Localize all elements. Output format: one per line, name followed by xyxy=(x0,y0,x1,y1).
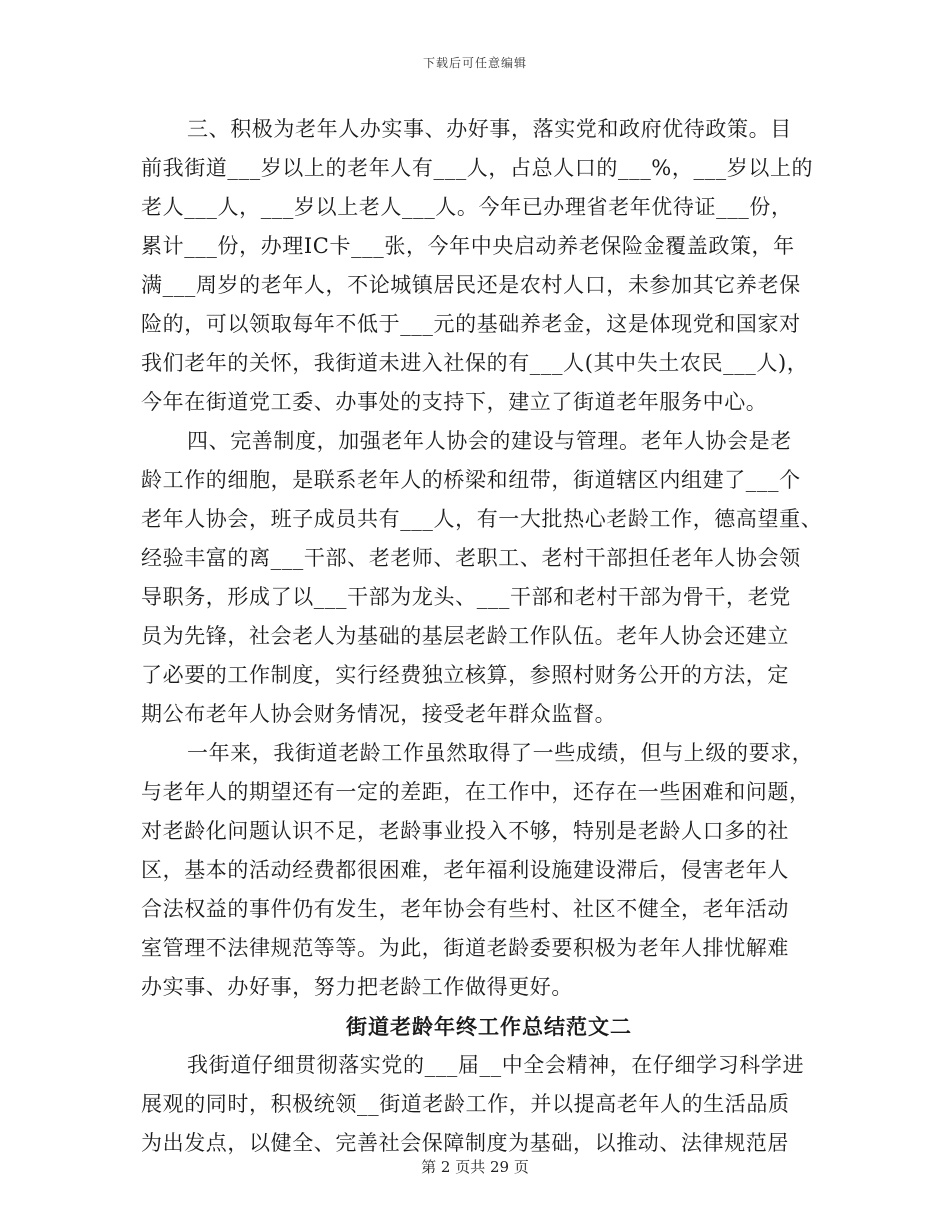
paragraph-line: 前我街道___岁以上的老年人有___人，占总人口的___%，___岁以上的 xyxy=(141,156,814,180)
paragraph-line: 员为先锋，社会老人为基础的基层老龄工作队伍。老年人协会还建立 xyxy=(141,624,789,648)
paragraph-line: 区，基本的活动经费都很困难，老年福利设施建设滞后，侵害老年人 xyxy=(141,858,789,882)
paragraph-line: 累计___份，办理IC卡___张，今年中央启动养老保险金覆盖政策，年 xyxy=(141,234,795,258)
section-title: 街道老龄年终工作总结范文二 xyxy=(346,1014,632,1039)
paragraph-line: 了必要的工作制度，实行经费独立核算，参照村财务公开的方法，定 xyxy=(141,663,789,687)
paragraph-line: 合法权益的事件仍有发生，老年协会有些村、社区不健全，老年活动 xyxy=(141,897,789,921)
document-body xyxy=(141,110,821,1163)
paragraph-line: 期公布老年人协会财务情况，接受老年群众监督。 xyxy=(141,702,617,726)
paragraph-line: 我街道仔细贯彻落实党的___届__中全会精神，在仔细学习科学进 xyxy=(187,1053,805,1077)
paragraph-line: 龄工作的细胞，是联系老年人的桥梁和纽带，街道辖区内组建了___个 xyxy=(141,468,801,492)
paragraph-line: 一年来，我街道老龄工作虽然取得了一些成绩，但与上级的要求， xyxy=(187,741,814,765)
paragraph-line: 满___周岁的老年人，不论城镇居民还是农村人口，未参加其它养老保 xyxy=(141,273,801,297)
paragraph-line: 四、完善制度，加强老年人协会的建设与管理。老年人协会是老 xyxy=(187,429,792,453)
paragraph-line: 办实事、办好事，努力把老龄工作做得更好。 xyxy=(141,975,573,999)
paragraph-line: 老人___人，___岁以上老人___人。今年已办理省老年优待证___份， xyxy=(141,195,793,219)
paragraph-line: 今年在街道党工委、办事处的支持下，建立了街道老年服务中心。 xyxy=(141,390,768,414)
paragraph-line: 老年人协会，班子成员共有___人，有一大批热心老龄工作，德高望重、 xyxy=(141,507,823,531)
paragraph-line: 险的，可以领取每年不低于___元的基础养老金，这是体现党和国家对 xyxy=(141,312,801,336)
paragraph-line: 对老龄化问题认识不足，老龄事业投入不够，特别是老龄人口多的社 xyxy=(141,819,789,843)
page-footer: 第 2 页共 29 页 xyxy=(421,1158,529,1176)
paragraph-line: 与老年人的期望还有一定的差距，在工作中，还存在一些困难和问题， xyxy=(141,780,811,804)
paragraph-line: 三、积极为老年人办实事、办好事，落实党和政府优待政策。目 xyxy=(187,117,792,141)
paragraph-line: 展观的同时，积极统领__街道老龄工作，并以提高老年人的生活品质 xyxy=(141,1092,790,1116)
paragraph-line: 我们老年的关怀，我街道未进入社保的有___人(其中失土农民___人)， xyxy=(141,351,809,375)
page-header: 下载后可任意编辑 xyxy=(422,56,527,70)
paragraph-line: 经验丰富的离___干部、老老师、老职工、老村干部担任老年人协会领 xyxy=(141,546,801,570)
paragraph-line: 为出发点，以健全、完善社会保障制度为基础，以推动、法律规范居 xyxy=(141,1131,789,1155)
paragraph-line: 导职务，形成了以___干部为龙头、___干部和老村干部为骨干，老党 xyxy=(141,585,791,609)
paragraph-line: 室管理不法律规范等等。为此，街道老龄委要积极为老年人排忧解难 xyxy=(141,936,789,960)
